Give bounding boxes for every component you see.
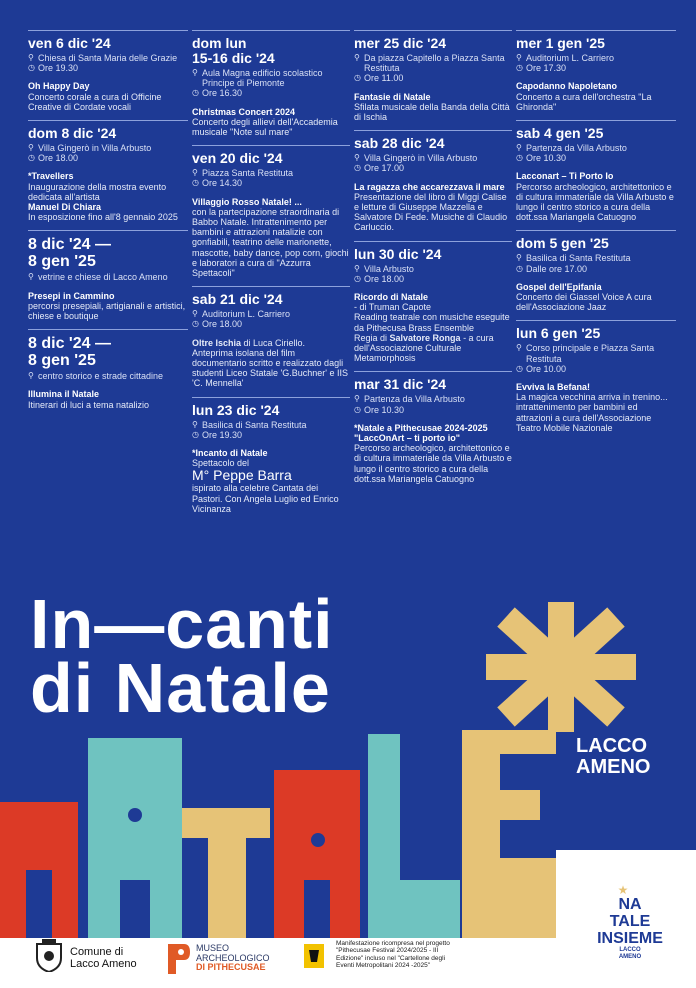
event-description: Concerto degli allievi dell'Accademia musicale "Note sul mare" (192, 116, 338, 138)
letter-l-dot (404, 820, 416, 832)
event-time: ◷ Ore 19.30 (192, 429, 243, 440)
event-description: Sfilata musicale della Banda della Città di Ischia (354, 101, 510, 123)
location-pin-icon: ⚲ (28, 53, 34, 62)
footer-note: Manifestazione ricompresa nel progetto "Pithecusae Festival 2024/2025 - III Edizione" incluso nel "Cartellone degli Eventi Metropolitani 2024 -2025" (336, 940, 450, 970)
location-pin-icon: ⚲ (28, 371, 34, 381)
event-place: ⚲ Partenza da Villa Arbusto (354, 394, 465, 405)
event-block (516, 230, 676, 312)
event-title: Christmas Concert 2024 (192, 106, 296, 117)
clock-icon: ◷ (516, 63, 523, 73)
main-title-line-2: di Natale (30, 649, 331, 727)
location-pin-icon: ⚲ (192, 168, 198, 178)
clock-icon: ◷ (354, 273, 361, 283)
event-date: lun 23 dic '24 (192, 401, 280, 418)
event-date: sab 21 dic '24 (192, 291, 283, 308)
event-description: Regia di Salvatore Ronga - a cura dell'Associazione Culturale Metamorphosis (354, 332, 494, 364)
clock-icon: ◷ (192, 429, 199, 439)
event-block (354, 130, 512, 232)
event-description: percorsi presepiali, artigianali e artistici, chiese e boutique (28, 300, 186, 322)
town-name-line-1: LACCO (576, 735, 648, 757)
event-date: sab 28 dic '24 (354, 135, 445, 152)
event-description: In esposizione fino all'8 gennaio 2025 (28, 212, 178, 223)
event-date: dom 5 gen '25 (516, 235, 609, 252)
nt-line-5: AMENO (618, 954, 642, 960)
main-title-line-1: In—canti (30, 585, 334, 663)
event-title: Capodanno Napoletano (516, 81, 617, 92)
event-time: ◷ Ore 10.30 (516, 153, 567, 164)
event-date: sab 4 gen '25 (516, 125, 604, 142)
event-block (516, 320, 676, 433)
museo-logo-icon (166, 942, 192, 976)
nt-line-2: TALE (609, 913, 651, 930)
location-pin-icon: ⚲ (516, 143, 522, 153)
column-3 (354, 30, 512, 492)
column-1 (28, 30, 188, 418)
museo-line-3: DI PITHECUSAE (196, 962, 266, 972)
event-block (354, 30, 512, 122)
location-pin-icon: ⚲ (516, 53, 522, 62)
location-pin-icon: ⚲ (516, 253, 522, 263)
museo-line-2: ARCHEOLOGICO (196, 952, 270, 963)
event-block (516, 120, 676, 222)
event-time: ◷ Ore 11.00 (354, 73, 404, 84)
event-time: ◷ Ore 19.30 (28, 63, 79, 74)
clock-icon: ◷ (354, 73, 361, 83)
event-description: Concerto dei Giassel Voice A cura dell'Associazione Jaaz (516, 292, 652, 313)
event-place: ⚲ Villa Arbusto (354, 263, 414, 274)
clock-icon: ◷ (28, 153, 35, 163)
event-date: 8 dic '24 — 8 gen '25 (28, 335, 111, 370)
event-title: Ricordo di Natale (354, 292, 429, 303)
event-block (516, 30, 676, 112)
event-description: con la partecipazione straordinaria di Babbo Natale. Intrattenimento per bambini e attrazioni natalizie con gonfiabili, teatrino delle marionette, mascotte, baby dance, pop corn, giochi e laboratori a cura di "Azzurra Spettacoli" (192, 206, 349, 279)
clock-icon: ◷ (516, 153, 523, 163)
event-title: Presepi in Cammino (28, 290, 115, 301)
comune-crest-icon (34, 938, 64, 972)
event-title: Illumina il Natale (28, 389, 100, 400)
event-date: ven 20 dic '24 (192, 150, 283, 167)
event-block (192, 30, 350, 137)
event-place: ⚲ Da piazza Capitello a Piazza Santa Restituta (354, 53, 505, 74)
event-date: dom 8 dic '24 (28, 125, 117, 142)
event-place: ⚲ centro storico e strade cittadine (28, 371, 164, 382)
event-time: ◷ Ore 17.30 (516, 63, 567, 74)
letter-a-2 (274, 770, 360, 940)
event-time: ◷ Dalle ore 17.00 (516, 263, 588, 274)
letter-n (0, 802, 78, 940)
letter-l (368, 734, 460, 940)
event-place: ⚲ Aula Magna edificio scolastico Principe di Piemonte (192, 68, 323, 89)
location-pin-icon: ⚲ (354, 53, 360, 62)
event-title: Oh Happy Day (28, 81, 90, 92)
nt-line-4: LACCO (619, 947, 641, 953)
event-title: La ragazza che accarezzava il mare (354, 181, 505, 192)
clock-icon: ◷ (516, 363, 523, 373)
event-title: Gospel dell'Epifania (516, 281, 602, 292)
letter-t (182, 808, 270, 940)
museo-label (196, 944, 270, 973)
clock-icon: ◷ (516, 263, 523, 273)
event-description: ispirato alla celebre Cantata dei Pastori. Con Angela Luglio ed Enrico Vicinanza (192, 483, 339, 514)
event-block (192, 286, 350, 388)
clock-icon: ◷ (192, 319, 199, 329)
event-date: mer 25 dic '24 (354, 35, 447, 51)
event-place: ⚲ Basilica di Santa Restituta (192, 419, 307, 430)
event-place: ⚲ vetrine e chiese di Lacco Ameno (28, 272, 168, 283)
town-name-line-2: AMENO (576, 756, 651, 778)
letter-a (88, 738, 182, 940)
event-description: Itinerari di luci a tema natalizio (28, 399, 150, 410)
nt-line-1: NA (618, 896, 642, 913)
event-title: Oltre Ischia di Luca Ciriello. (192, 337, 306, 348)
clock-icon: ◷ (28, 63, 35, 73)
event-date: lun 6 gen '25 (516, 325, 601, 342)
star-icon: ★ (617, 883, 629, 897)
event-block (28, 120, 188, 222)
letter-a2-hole (311, 833, 325, 847)
event-description: - di Truman Capote (354, 302, 432, 313)
event-date: lun 30 dic '24 (354, 245, 442, 262)
event-place: ⚲ Villa Gingerò in Villa Arbusto (354, 153, 478, 164)
event-place: ⚲ Auditorium L. Carriero (192, 309, 291, 320)
location-pin-icon: ⚲ (354, 153, 360, 163)
museo-line-1: MUSEO (196, 943, 230, 953)
event-description: Reading teatrale con musiche eseguite da Pithecusa Brass Ensemble (354, 312, 510, 333)
location-pin-icon: ⚲ (28, 272, 34, 282)
event-title: *Travellers (28, 171, 74, 182)
column-2 (192, 30, 350, 522)
event-description: Anteprima isolana del film documentario scritto e realizzato dagli studenti Liceo Statale 'G.Buchner' e IIS 'C. Mennella' (192, 347, 349, 389)
nt-line-3: INSIEME (597, 930, 663, 947)
event-title: Evviva la Befana! (516, 382, 591, 393)
event-title: Lacconart – Ti Porto Io (516, 171, 614, 182)
event-block (28, 30, 188, 112)
event-date: ven 6 dic '24 (28, 35, 111, 51)
event-block (28, 230, 188, 321)
event-time: ◷ Ore 14.30 (192, 178, 243, 189)
event-date: mar 31 dic '24 (354, 376, 447, 393)
event-date: 8 dic '24 — 8 gen '25 (28, 236, 111, 271)
location-pin-icon: ⚲ (192, 309, 198, 319)
event-title: *Incanto di Natale (192, 448, 268, 459)
main-title (30, 585, 334, 727)
comune-line-1: Comune di (70, 946, 124, 958)
location-pin-icon: ⚲ (516, 343, 522, 353)
event-place: ⚲ Villa Gingerò in Villa Arbusto (28, 143, 152, 154)
event-title: *Natale a Pithecusae 2024-2025 "LaccOnArt – ti porto io" (354, 422, 488, 444)
event-place: ⚲ Chiesa di Santa Maria delle Grazie (28, 53, 178, 63)
clock-icon: ◷ (354, 404, 361, 414)
letter-a-hole (128, 808, 142, 822)
event-description: Inaugurazione della mostra evento dedicata all'artista (28, 181, 167, 202)
event-description: Concerto corale a cura di Officine Creative di Cordate vocali (28, 91, 162, 112)
event-block (192, 145, 350, 278)
event-date: dom lun 15-16 dic '24 (192, 35, 275, 66)
clock-icon: ◷ (354, 163, 361, 173)
clock-icon: ◷ (192, 88, 199, 98)
column-4 (516, 30, 676, 441)
event-time: ◷ Ore 10.30 (354, 404, 405, 415)
event-artist: Manuel Di Chiara (28, 202, 102, 213)
event-place: ⚲ Auditorium L. Carriero (516, 53, 615, 63)
event-description: La magica vecchina arriva in trenino... intrattenimento per bambini ed attrazioni a cura dell'Associazione Teatro Mobile Nazionale (516, 392, 668, 433)
clock-icon: ◷ (192, 178, 199, 188)
event-place: ⚲ Basilica di Santa Restituta (516, 253, 631, 264)
event-title: Fantasie di Natale (354, 91, 431, 102)
event-block (354, 241, 512, 364)
event-description: Presentazione del libro di Miggi Calise e letture di Giuseppe Mazzella e Salvatore Di Fede. Musiche di Claudio Carluccio. (354, 191, 508, 233)
letter-e (462, 730, 556, 940)
event-place: ⚲ Piazza Santa Restituta (192, 168, 294, 179)
event-title: Villaggio Rosso Natale! ... (192, 196, 302, 207)
event-time: ◷ Ore 18.00 (28, 153, 79, 164)
event-time: ◷ Ore 10.00 (516, 363, 567, 374)
event-block (192, 397, 350, 514)
location-pin-icon: ⚲ (354, 263, 360, 273)
location-pin-icon: ⚲ (28, 143, 34, 153)
event-description: Percorso archeologico, architettonico e di cultura immateriale da Villa Arbusto e lungo il centro storico a cura della dott.ssa Mariangela Catuogno (516, 181, 674, 223)
asterisk-star-icon (456, 602, 666, 732)
event-description: Spettacolo del (192, 458, 250, 469)
event-description: Percorso archeologico, architettonico e di cultura immateriale da Villa Arbusto e lungo il centro storico a cura della dott.ssa Mariangela Catuogno (354, 443, 512, 484)
event-block (354, 371, 512, 484)
location-pin-icon: ⚲ (192, 68, 198, 77)
location-pin-icon: ⚲ (192, 419, 198, 429)
event-description: Concerto a cura dell'orchestra "La Ghironda" (516, 91, 652, 112)
comune-line-2: Lacco Ameno (70, 958, 137, 970)
citta-metropolitana-logo-icon (300, 942, 328, 976)
event-time: ◷ Ore 18.00 (192, 319, 243, 330)
event-place: ⚲ Corso principale e Piazza Santa Restituta (516, 343, 655, 364)
location-pin-icon: ⚲ (354, 394, 360, 404)
natale-insieme-logo (580, 884, 680, 974)
event-date: mer 1 gen '25 (516, 35, 605, 51)
event-place: ⚲ Partenza da Villa Arbusto (516, 143, 627, 154)
event-block (28, 329, 188, 410)
event-time: ◷ Ore 17.00 (354, 163, 405, 174)
comune-label (70, 946, 137, 970)
event-artist: M° Peppe Barra (192, 467, 292, 484)
event-time: ◷ Ore 18.00 (354, 273, 405, 284)
event-time: ◷ Ore 16.30 (192, 88, 243, 99)
